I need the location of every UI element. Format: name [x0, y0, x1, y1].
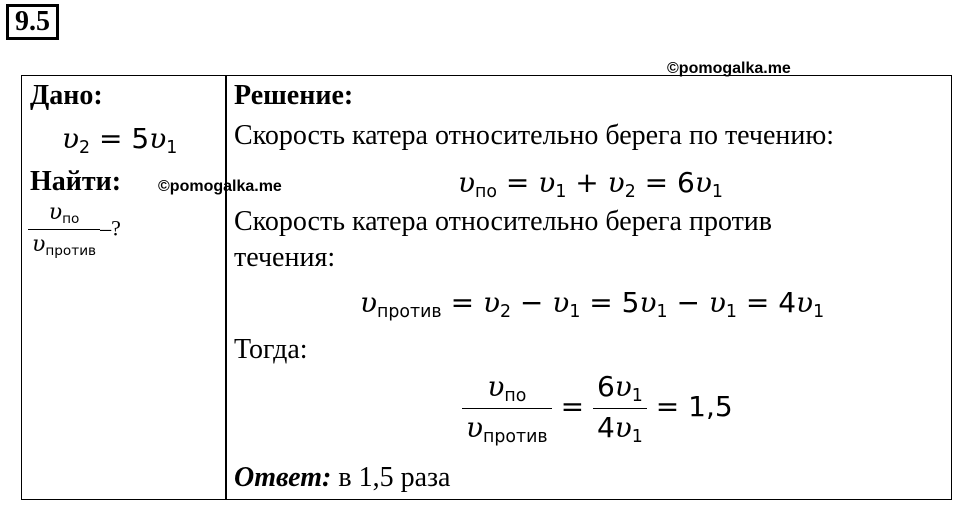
answer-text: в 1,5 раза — [338, 462, 451, 493]
problem-number: 9.5 — [6, 4, 59, 40]
given-heading: Дано: — [30, 80, 103, 111]
watermark-top: ©pomogalka.me — [667, 60, 791, 77]
solution-heading: Решение: — [234, 80, 354, 111]
downstream-speed-text: Скорость катера относительно берега по течению: — [234, 120, 835, 151]
then-label: Тогда: — [234, 334, 308, 365]
upstream-speed-text-1: Скорость катера относительно берега против — [234, 206, 773, 237]
answer-label: Ответ: — [234, 462, 332, 493]
find-heading: Найти: — [30, 166, 122, 197]
find-ratio: $\frac{\upsilon_{по}}{\upsilon_{против}}$ –? — [28, 200, 121, 259]
downstream-speed-formula: $\upsilon_{по} = \upsilon_1 + \upsilon_2 = 6\upsilon_1$ — [458, 166, 723, 203]
answer-line — [234, 462, 450, 494]
upstream-speed-formula: $\upsilon_{против} = \upsilon_2 - \upsilon_1 = 5\upsilon_1 - \upsilon_1 = 4\upsilon_1$ — [360, 286, 825, 323]
given-equation: $\upsilon_2 = 5\upsilon_1$ — [62, 122, 178, 159]
ratio-formula: $\frac{\upsilon_{по}}{\upsilon_{против}}$ = $\frac{6\upsilon_1}{4\upsilon_1}$ = 1,5 — [462, 370, 733, 447]
upstream-speed-text-2: течения: — [234, 242, 336, 273]
column-divider — [225, 75, 227, 500]
watermark-middle: ©pomogalka.me — [158, 178, 282, 195]
